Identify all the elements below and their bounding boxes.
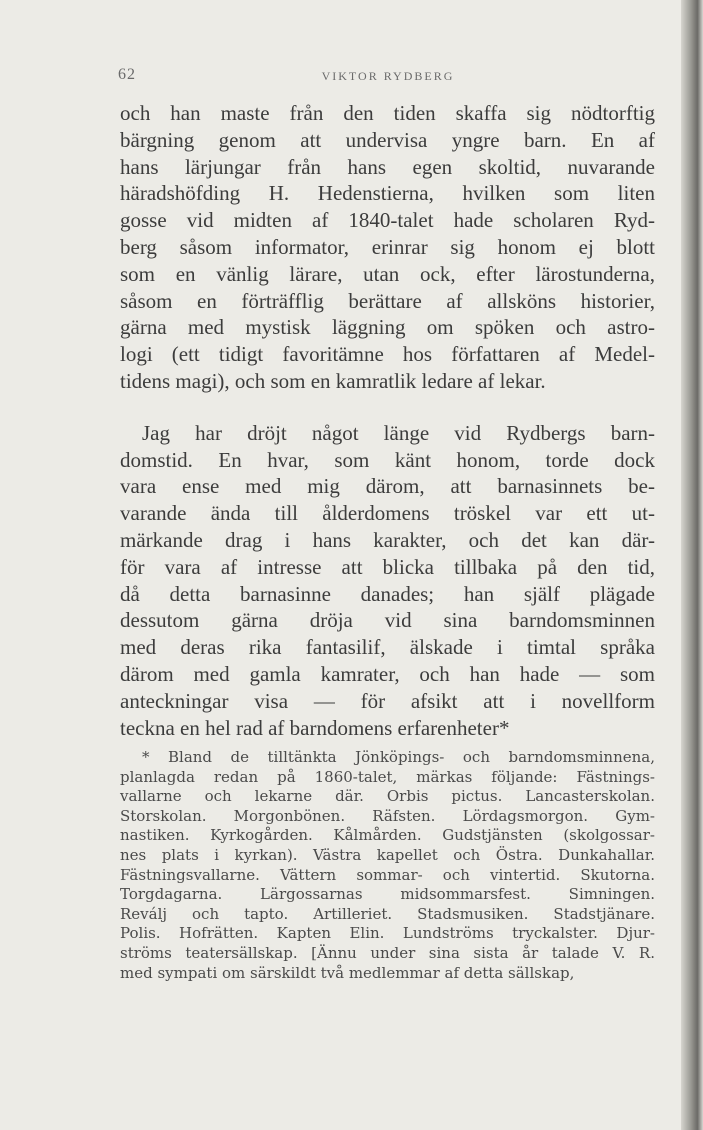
footnote-line: nes plats i kyrkan). Västra kapellet och Östra. Dunkahallar.	[120, 845, 655, 864]
text-line: tidens magi), och som en kamratlik ledare af lekar.	[120, 368, 546, 393]
text-line: vara ense med mig därom, att barnasinnets be-	[120, 474, 655, 499]
running-head: VIKTOR RYDBERG	[321, 69, 455, 83]
text-line: som en vänlig lärare, utan ock, efter lärostunderna,	[120, 261, 655, 286]
text-line: varande ända till ålderdomens tröskel var ett ut-	[120, 501, 655, 526]
text-line: hans lärjungar från hans egen skoltid, nuvarande	[120, 154, 655, 179]
text-line: bärgning genom att undervisa yngre barn. En af	[120, 127, 655, 152]
footnote-line: Reválj och tapto. Artilleriet. Stadsmusiken. Stadstjänare.	[120, 904, 655, 923]
text-line: domstid. En hvar, som känt honom, torde dock	[120, 447, 655, 472]
page-edge-shadow	[681, 0, 703, 1130]
footnote-line: Fästningsvallarne. Vättern sommar- och vintertid. Skutorna.	[120, 865, 655, 884]
footnote-line: * Bland de tilltänkta Jönköpings- och barndomsminnena,	[142, 748, 655, 766]
text-line: såsom en förträfflig berättare af allsköns historier,	[120, 288, 655, 313]
footnote	[120, 748, 655, 983]
body-text	[120, 100, 655, 741]
text-line: och han maste från den tiden skaffa sig nödtorftig	[120, 101, 655, 125]
text-line: gosse vid midten af 1840-talet hade scholaren Ryd-	[120, 208, 655, 233]
text-line: märkande drag i hans karakter, och det kan där-	[120, 527, 655, 552]
text-line: därom med gamla kamrater, och han hade — som	[120, 661, 655, 686]
footnote-line: vallarne och lekarne där. Orbis pictus. Lancasterskolan.	[120, 787, 655, 806]
footnote-line: med sympati om särskildt två medlemmar af detta sällskap,	[120, 963, 575, 982]
text-line: med deras rika fantasilif, älskade i timtal språka	[120, 635, 655, 660]
page-header	[118, 66, 658, 86]
text-line: anteckningar visa — för afsikt att i novellform	[120, 688, 655, 713]
footnote-line: nastiken. Kyrkogården. Kålmården. Gudstjänsten (skolgossar-	[120, 826, 655, 845]
paragraph-2	[120, 420, 655, 742]
text-line: för vara af intresse att blicka tillbaka på den tid,	[120, 554, 655, 579]
page-number: 62	[118, 66, 136, 83]
text-line: Jag har dröjt något länge vid Rydbergs barn-	[142, 420, 655, 445]
footnote-line: planlagda redan på 1860-talet, märkas följande: Fästnings-	[120, 767, 655, 786]
text-line: logi (ett tidigt favoritämne hos författaren af Medel-	[120, 342, 655, 367]
text-line: häradshöfding H. Hedenstierna, hvilken som liten	[120, 181, 655, 206]
text-line: berg såsom informator, erinrar sig honom ej blott	[120, 234, 655, 259]
footnote-line: ströms teatersällskap. [Ännu under sina sista år talade V. R.	[120, 943, 655, 962]
footnote-line: Storskolan. Morgonbönen. Räfsten. Lördagsmorgon. Gym-	[120, 806, 655, 825]
footnote-line: Polis. Hofrätten. Kapten Elin. Lundströms tryckalster. Djur-	[120, 924, 655, 943]
text-line: då detta barnasinne danades; han själf plägade	[120, 581, 655, 606]
text-line: dessutom gärna dröja vid sina barndomsminnen	[120, 608, 655, 633]
paragraph-1	[120, 100, 655, 395]
paragraph-gap	[120, 395, 655, 420]
text-line: teckna en hel rad af barndomens erfarenheter*	[120, 715, 510, 740]
footnote-line: Torgdagarna. Lärgossarnas midsommarsfest. Simningen.	[120, 885, 655, 904]
text-line: gärna med mystisk läggning om spöken och astro-	[120, 315, 655, 340]
